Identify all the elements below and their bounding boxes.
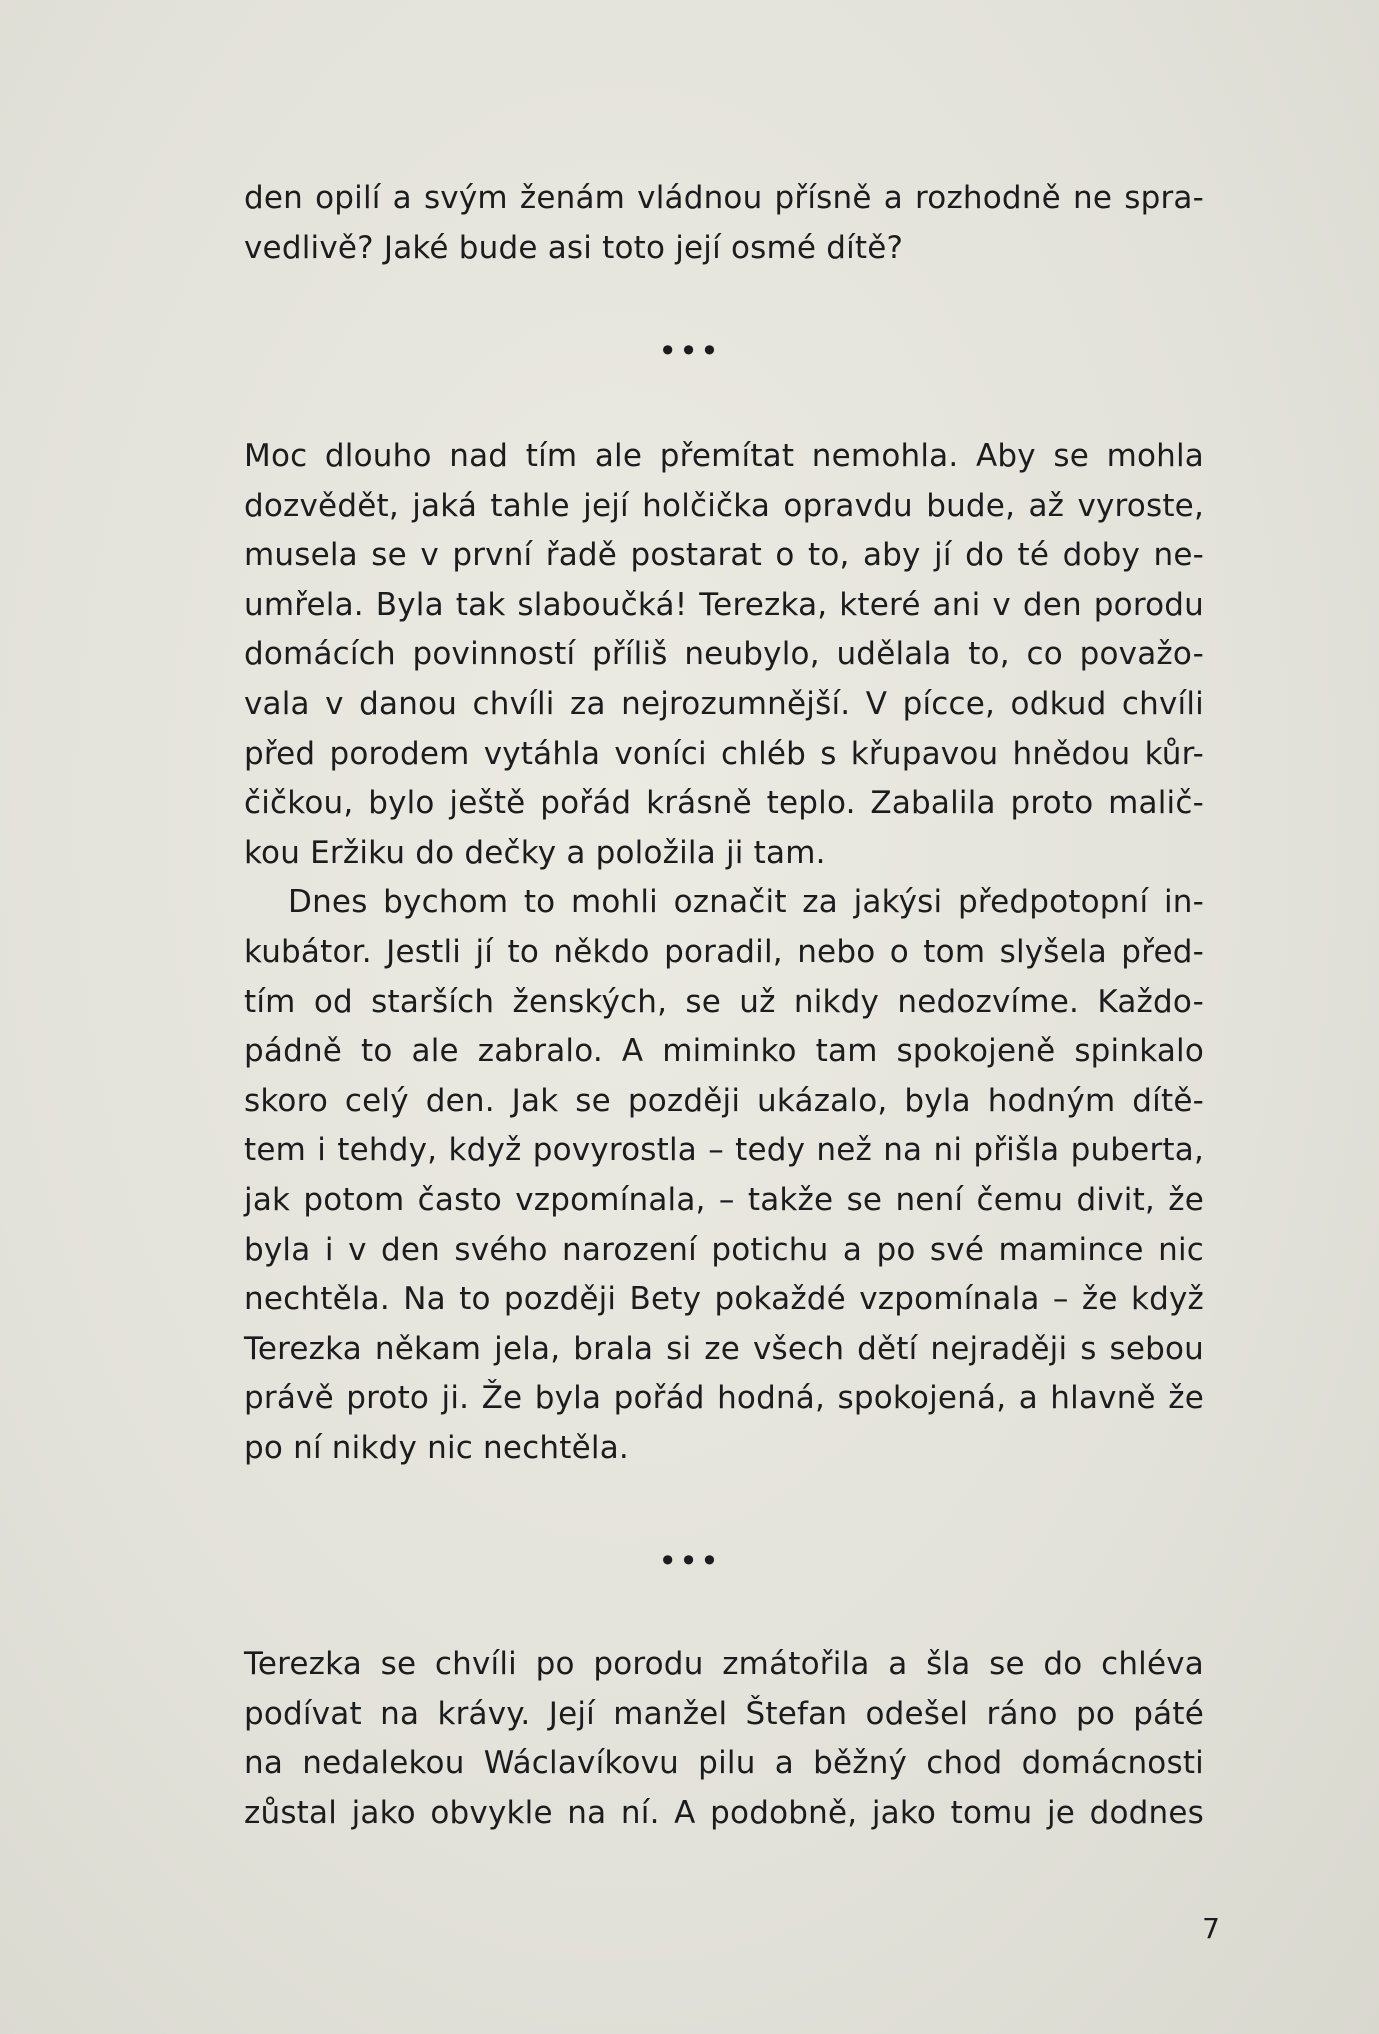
text-line: právě proto ji. Že byla pořád hodná, spokojená, a hlavně že	[244, 1380, 1204, 1417]
text-line: domácích povinností příliš neubylo, udělala to, co považo-	[244, 636, 1204, 673]
text-line: podívat na krávy. Její manžel Štefan odešel ráno po páté	[244, 1695, 1204, 1732]
text-line: skoro celý den. Jak se později ukázalo, byla hodným dítě-	[244, 1082, 1204, 1119]
text-line: den opilí a svým ženám vládnou přísně a rozhodně ne spra-	[244, 180, 1204, 216]
text-line: nechtěla. Na to později Bety pokaždé vzpomínala – že když	[244, 1281, 1204, 1318]
text-line: před porodem vytáhla voníci chléb s křupavou hnědou kůr-	[244, 735, 1204, 772]
text-line: čičkou, bylo ještě pořád krásně teplo. Zabalila proto malič-	[244, 785, 1204, 822]
text-line: umřela. Byla tak slaboučká! Terezka, které ani v den porodu	[244, 586, 1204, 623]
page-number: 7	[1202, 1912, 1220, 1945]
text-line: po ní nikdy nic nechtěla.	[244, 1429, 629, 1466]
text-line: Dnes bychom to mohli označit za jakýsi předpotopní in-	[288, 884, 1204, 921]
section-body	[244, 1640, 1204, 1838]
text-line: vedlivě? Jaké bude asi toto její osmé dítě?	[244, 229, 904, 266]
text-line: tím od starších ženských, se už nikdy nedozvíme. Každo-	[244, 983, 1204, 1020]
text-line: na nedalekou Wáclavíkovu pilu a běžný chod domácnosti	[244, 1745, 1204, 1782]
text-line: pádně to ale zabralo. A miminko tam spokojeně spinkalo	[244, 1033, 1204, 1070]
text-line: byla i v den svého narození potichu a po své mamince nic	[244, 1231, 1204, 1268]
text-line: kubátor. Jestli jí to někdo poradil, nebo o tom slyšela před-	[244, 933, 1204, 970]
text-line: musela se v první řadě postarat o to, aby jí do té doby ne-	[244, 537, 1204, 574]
text-line: Terezka se chvíli po porodu zmátořila a šla se do chléva	[244, 1646, 1204, 1682]
text-line: Terezka někam jela, brala si ze všech dětí nejraději s sebou	[244, 1330, 1204, 1367]
paragraph-continuation	[244, 174, 1204, 273]
text-line: tem i tehdy, když povyrostla – tedy než na ni přišla puberta,	[244, 1132, 1204, 1169]
section-body	[244, 432, 1204, 1473]
section-separator: •••	[658, 332, 721, 370]
text-line: vala v danou chvíli za nejrozumnější. V pícce, odkud chvíli	[244, 685, 1204, 722]
text-line: dozvědět, jaká tahle její holčička opravdu bude, až vyroste,	[244, 487, 1204, 524]
text-line: Moc dlouho nad tím ale přemítat nemohla. Aby se mohla	[244, 438, 1204, 474]
section-separator: •••	[658, 1542, 721, 1580]
text-line: jak potom často vzpomínala, – takže se není čemu divit, že	[244, 1181, 1204, 1218]
text-line: zůstal jako obvykle na ní. A podobně, jako tomu je dodnes	[244, 1794, 1204, 1831]
text-line: kou Eržiku do dečky a položila ji tam.	[244, 834, 826, 871]
